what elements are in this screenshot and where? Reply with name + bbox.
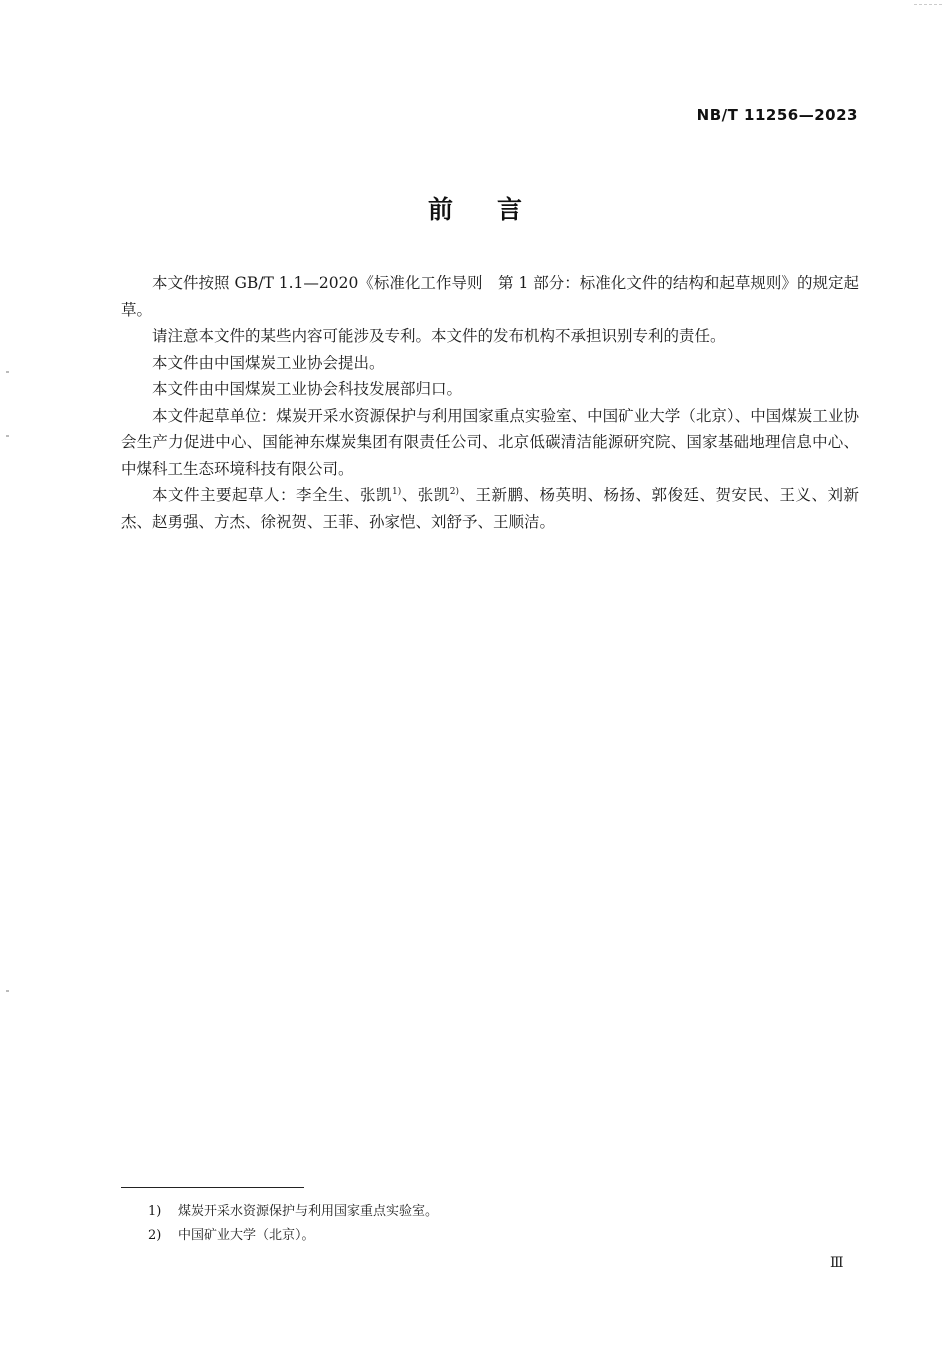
paragraph-drafting-units: 本文件起草单位：煤炭开采水资源保护与利用国家重点实验室、中国矿业大学（北京）、中国煤炭工业协会生产力促进中心、国能神东煤炭集团有限责任公司、北京低碳清洁能源研究院、国家基础地理信息中心、中煤科工生态环境科技有限公司。 — [121, 406, 859, 478]
footnote-item — [148, 1224, 748, 1248]
drafters-suffix: 、王新鹏、杨英明、杨扬、郭俊廷、贺安民、王义、刘新杰、赵勇强、方杰、徐祝贺、王菲、孙家恺、刘舒予、王顺洁。 — [121, 486, 859, 531]
footnotes — [148, 1200, 748, 1248]
drafters-middle: 、张凯 — [401, 486, 450, 504]
paragraph-patent-notice: 请注意本文件的某些内容可能涉及专利。本文件的发布机构不承担识别专利的责任。 — [152, 327, 726, 345]
page-number: Ⅲ — [830, 1255, 844, 1271]
paragraph-centralized-by: 本文件由中国煤炭工业协会科技发展部归口。 — [152, 380, 463, 398]
footnote-text: 中国矿业大学（北京）。 — [178, 1228, 315, 1243]
scan-artifact — [6, 371, 9, 373]
footnote-ref-2: 2) — [449, 487, 459, 497]
footnote-ref-1: 1) — [392, 487, 402, 497]
page-title: 前言 — [427, 195, 566, 224]
footnote-text: 煤炭开采水资源保护与利用国家重点实验室。 — [178, 1204, 439, 1219]
foreword-body — [121, 270, 859, 535]
paragraph-proposer: 本文件由中国煤炭工业协会提出。 — [152, 353, 385, 372]
standard-number: NB/T 11256—2023 — [696, 106, 858, 124]
paragraph-drafting-rules: 本文件按照 GB/T 1.1—2020《标准化工作导则 第 1 部分：标准化文件的结构和起草规则》的规定起草。 — [121, 274, 859, 319]
drafters-prefix: 本文件主要起草人：李全生、张凯 — [152, 486, 392, 504]
footnote-mark: 2) — [148, 1228, 162, 1243]
footnote-mark: 1) — [148, 1204, 162, 1219]
footnote-separator — [121, 1187, 304, 1188]
scan-artifact — [914, 4, 942, 6]
footnote-item — [148, 1200, 748, 1224]
scan-artifact — [6, 435, 9, 437]
paragraph-drafters — [121, 482, 859, 535]
scan-artifact — [6, 990, 9, 992]
